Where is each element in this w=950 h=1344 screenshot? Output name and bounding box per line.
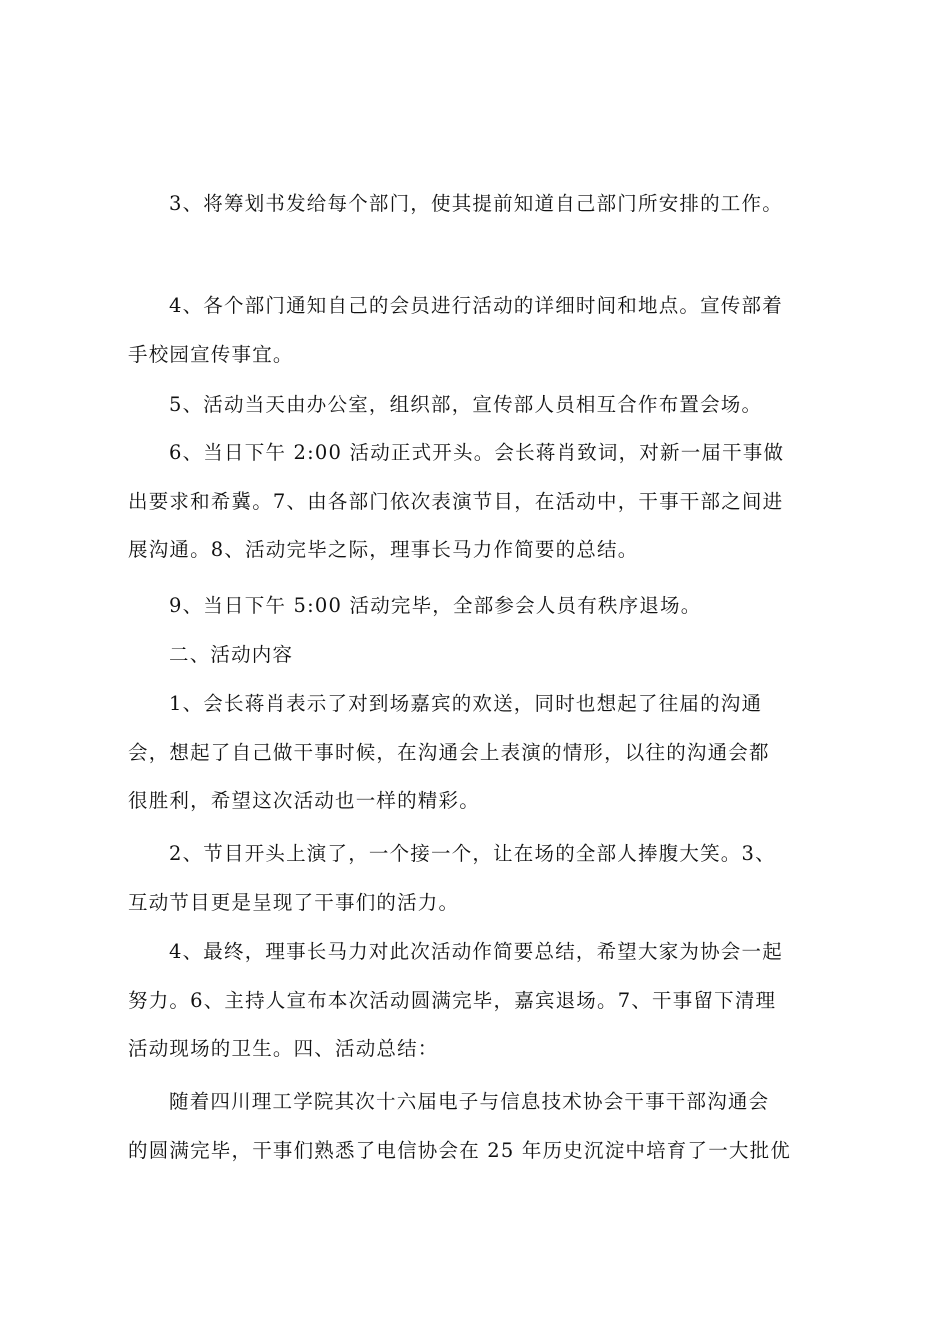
text-line: 的圆满完毕，干事们熟悉了电信协会在 25 年历史沉淀中培育了一大批优 bbox=[128, 1138, 792, 1162]
text-line: 出要求和希冀。7、由各部门依次表演节目，在活动中，干事干部之间进 bbox=[128, 489, 784, 513]
text-line: 1、会长蒋肖表示了对到场嘉宾的欢送，同时也想起了往届的沟通 bbox=[169, 692, 763, 715]
paragraph-content-4 bbox=[128, 928, 828, 1074]
text-line: 2、节目开头上演了，一个接一个，让在场的全部人捧腹大笑。3、 bbox=[169, 842, 776, 865]
text-line: 4、最终，理事长马力对此次活动作简要总结，希望大家为协会一起 bbox=[169, 940, 783, 963]
text-line: 3、将筹划书发给每个部门，使其提前知道自己部门所安排的工作。 bbox=[169, 192, 783, 215]
paragraph-content-1 bbox=[128, 680, 828, 826]
text-line: 5、活动当天由办公室，组织部，宣传部人员相互合作布置会场。 bbox=[169, 393, 763, 416]
text-line: 4、各个部门通知自己的会员进行活动的详细时间和地点。宣传部着 bbox=[169, 294, 783, 317]
text-line: 手校园宣传事宜。 bbox=[128, 342, 294, 366]
text-line: 努力。6、主持人宣布本次活动圆满完毕，嘉宾退场。7、干事留下清理 bbox=[128, 988, 777, 1012]
paragraph-step-9 bbox=[128, 582, 828, 631]
paragraph-step-6 bbox=[128, 429, 828, 575]
text-line: 很胜利，希望这次活动也一样的精彩。 bbox=[128, 789, 480, 812]
text-line: 会，想起了自己做干事时候，在沟通会上表演的情形，以往的沟通会都 bbox=[128, 740, 770, 764]
text-line: 互动节目更是呈现了干事们的活力。 bbox=[128, 890, 460, 914]
text-line: 二、活动内容 bbox=[169, 643, 294, 666]
text-line: 活动现场的卫生。四、活动总结： bbox=[128, 1037, 439, 1060]
paragraph-step-4 bbox=[128, 282, 828, 379]
paragraph-step-3 bbox=[128, 180, 828, 229]
text-line: 展沟通。8、活动完毕之际，理事长马力作简要的总结。 bbox=[128, 538, 639, 561]
paragraph-step-5 bbox=[128, 381, 828, 430]
section-heading-activity-content bbox=[128, 631, 828, 680]
paragraph-content-2 bbox=[128, 830, 828, 927]
text-line: 随着四川理工学院其次十六届电子与信息技术协会干事干部沟通会 bbox=[169, 1090, 770, 1113]
text-line: 9、当日下午 5:00 活动完毕，全部参会人员有秩序退场。 bbox=[169, 594, 702, 617]
paragraph-summary bbox=[128, 1078, 828, 1175]
text-line: 6、当日下午 2:00 活动正式开头。会长蒋肖致词，对新一届干事做 bbox=[169, 441, 785, 464]
